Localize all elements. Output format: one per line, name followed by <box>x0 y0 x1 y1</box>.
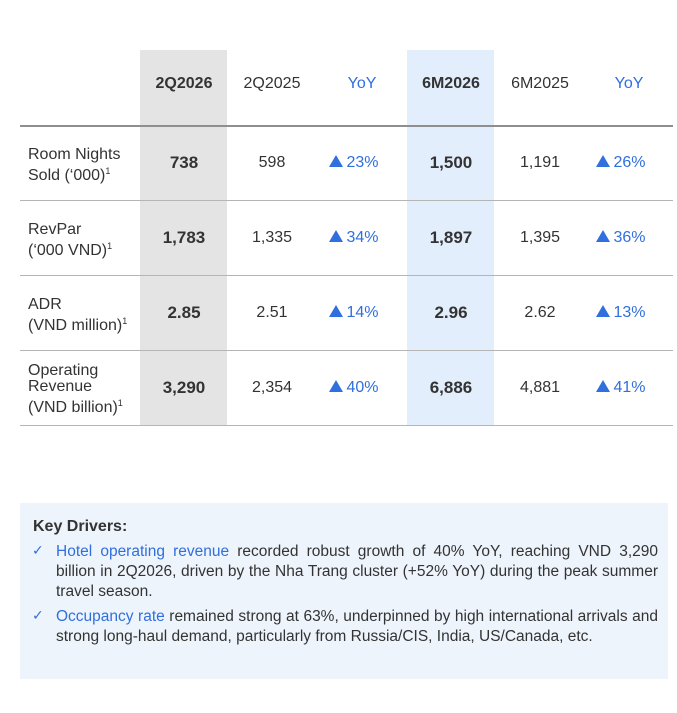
checkmark-icon: ✓ <box>32 607 44 623</box>
footnote-marker: 1 <box>122 316 128 326</box>
footnote-marker: 1 <box>117 398 123 408</box>
cell-q-current: 2.85 <box>167 303 201 322</box>
cell-h-prior: 2.62 <box>524 304 556 321</box>
header-q-current: 2Q2026 <box>155 75 213 92</box>
table-row-operating-revenue <box>0 352 677 427</box>
header-q-yoy: YoY <box>347 75 377 92</box>
row-label: RevPar (‘000 VND)$^1$ <box>28 221 113 259</box>
row-label: ADR (VND million)$^1$ <box>28 296 128 334</box>
row-label: Operating Revenue (VND billion)$^1$ <box>28 362 123 416</box>
cell-q-yoy: 34% <box>309 230 399 246</box>
header-h-current: 6M2026 <box>422 75 480 92</box>
cell-h-prior: 4,881 <box>519 379 561 396</box>
cell-q-prior: 2.51 <box>256 304 288 321</box>
key-drivers-panel <box>20 503 668 679</box>
cell-h-prior: 1,395 <box>519 229 561 246</box>
header-q-prior: 2Q2025 <box>243 75 301 92</box>
cell-q-yoy: 23% <box>309 155 399 171</box>
table-row-adr <box>0 277 677 352</box>
triangle-up-icon <box>596 305 610 317</box>
footnote-marker: 1 <box>107 241 113 251</box>
cell-h-current: 2.96 <box>434 303 468 322</box>
cell-h-yoy: 41% <box>576 380 666 396</box>
triangle-up-icon <box>329 380 343 392</box>
cell-h-prior: 1,191 <box>519 154 561 171</box>
table-row-revpar <box>0 202 677 277</box>
cell-q-prior: 2,354 <box>251 379 293 396</box>
header-h-prior: 6M2025 <box>511 75 569 92</box>
triangle-up-icon <box>329 305 343 317</box>
cell-h-yoy: 36% <box>576 230 666 246</box>
footnote-marker: 1 <box>105 166 111 176</box>
cell-h-current: 1,897 <box>429 228 473 247</box>
header-h-yoy: YoY <box>614 75 644 92</box>
cell-q-prior: 1,335 <box>251 229 293 246</box>
cell-q-current: 1,783 <box>162 228 206 247</box>
triangle-up-icon <box>329 155 343 167</box>
key-driver-text: Hotel operating revenue recorded robust growth of 40% YoY, reaching VND 3,290 billion in 2Q2026, driven by the Nha Trang cluster (+52% YoY) during the peak summer travel season. <box>56 543 658 600</box>
triangle-up-icon <box>596 380 610 392</box>
triangle-up-icon <box>329 230 343 242</box>
row-label: Room Nights Sold (‘000)$^1$ <box>28 146 121 184</box>
cell-h-current: 6,886 <box>429 378 473 397</box>
cell-h-yoy: 13% <box>576 305 666 321</box>
triangle-up-icon <box>596 230 610 242</box>
cell-q-yoy: 14% <box>309 305 399 321</box>
key-drivers-title: Key Drivers: <box>33 518 128 535</box>
checkmark-icon: ✓ <box>32 542 44 558</box>
cell-h-current: 1,500 <box>429 153 473 172</box>
triangle-up-icon <box>596 155 610 167</box>
cell-h-yoy: 26% <box>576 155 666 171</box>
key-driver-text: Occupancy rate remained strong at 63%, underpinned by high international arrivals and strong long-haul demand, particularly from Russia/CIS, India, US/Canada, etc. <box>56 608 658 645</box>
cell-q-current: 3,290 <box>162 378 206 397</box>
cell-q-prior: 598 <box>258 154 286 171</box>
cell-q-current: 738 <box>169 153 199 172</box>
table-row-room-nights <box>0 127 677 202</box>
cell-q-yoy: 40% <box>309 380 399 396</box>
